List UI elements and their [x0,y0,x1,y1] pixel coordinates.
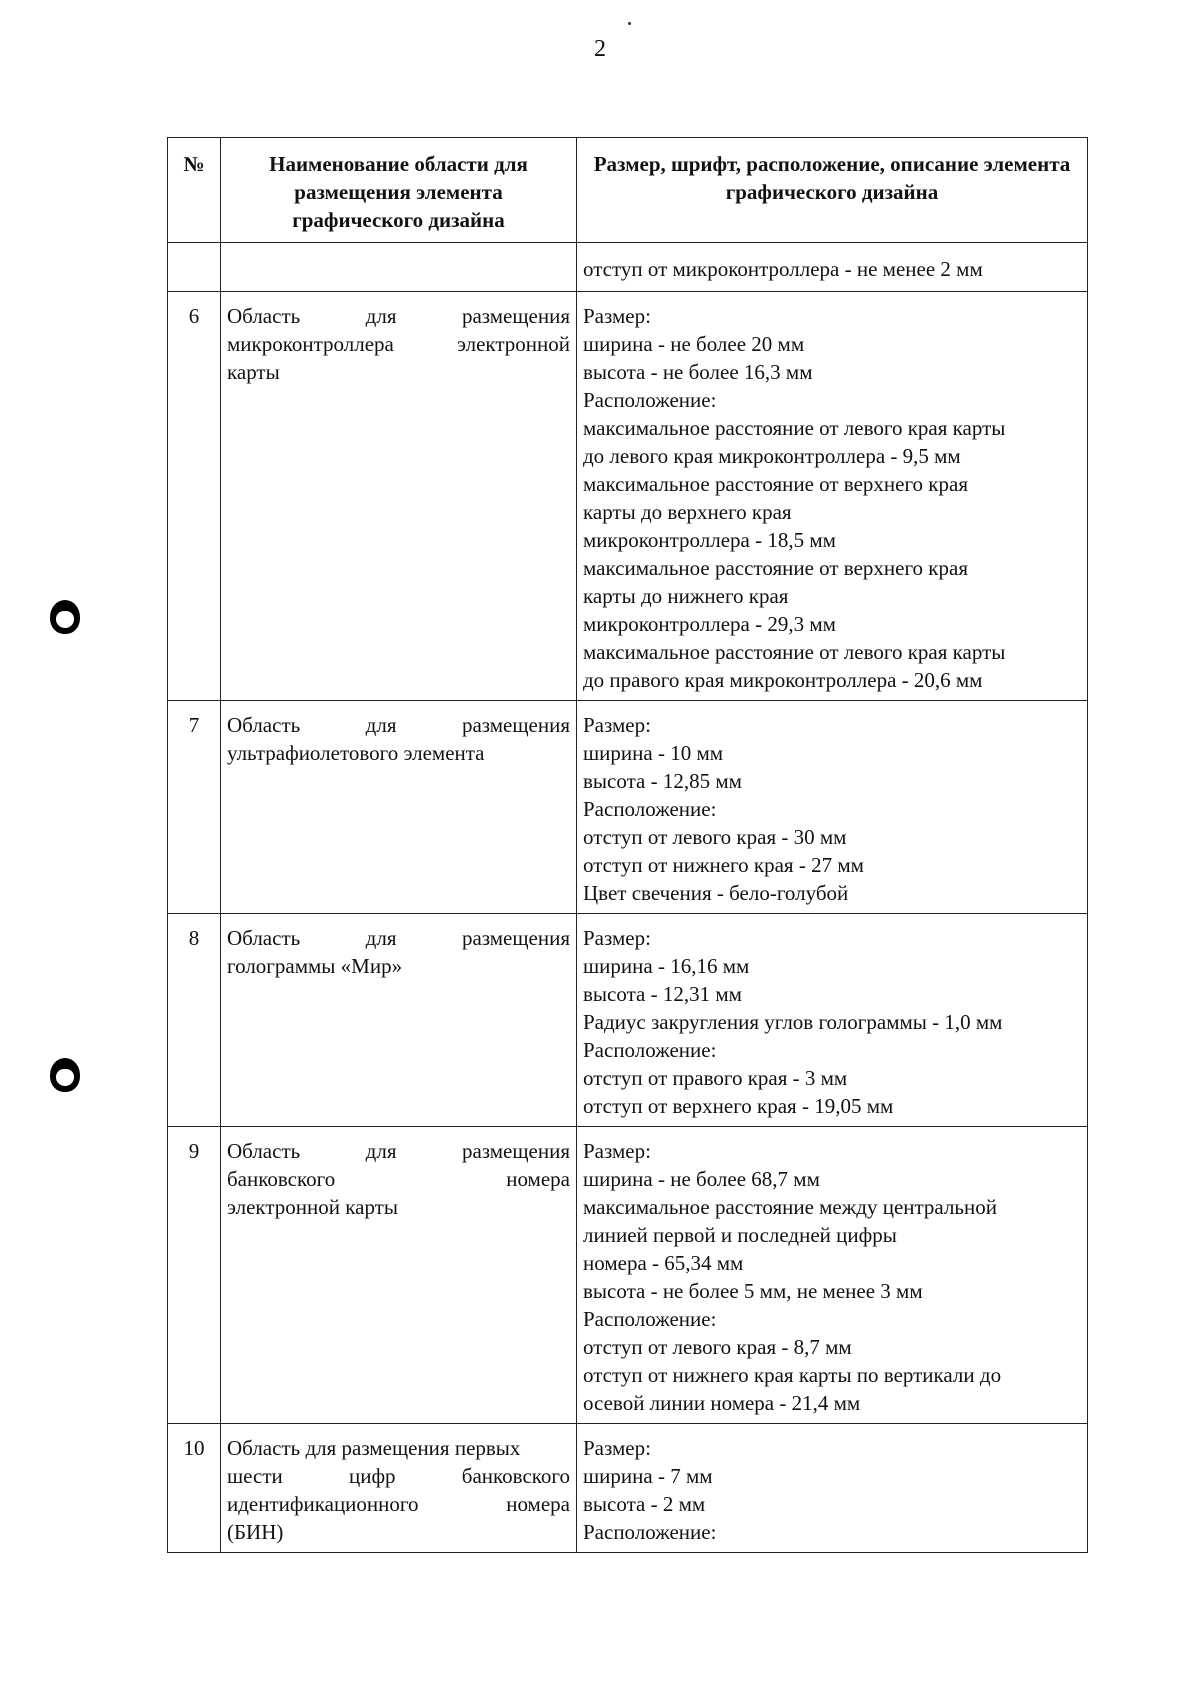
name-line [227,924,570,952]
description-line: Расположение: [583,797,717,821]
description-line: карты до верхнего края [583,500,792,524]
description-line: ширина - не более 20 мм [583,332,805,356]
row-number-cell: 7 [168,701,221,914]
name-word: банковского [461,1464,570,1488]
row-description-cell [577,292,1088,701]
description-line: номера - 65,34 мм [583,1251,744,1275]
name-line [227,330,570,358]
description-line: Расположение: [583,1520,717,1544]
description-line: максимальное расстояние от верхнего края [583,472,968,496]
name-word: голограммы «Мир» [227,954,403,978]
table-row-continuation [168,243,1088,292]
name-word: размещения [461,304,570,328]
name-line [227,739,570,767]
name-line [227,952,570,980]
description-line: Размер: [583,1436,651,1460]
description-line: высота - 2 мм [583,1492,706,1516]
row-name-cell [221,914,577,1127]
description-line: отступ от левого края - 30 мм [583,825,847,849]
name-word: номера [506,1492,570,1516]
description-line: отступ от правого края - 3 мм [583,1066,848,1090]
name-line [227,711,570,739]
row-name-cell [221,292,577,701]
row-description-cell [577,1424,1088,1553]
punch-hole-icon [50,600,80,634]
description-line: ширина - 10 мм [583,741,724,765]
punch-hole-icon [50,1058,80,1092]
name-word: Область [227,1139,301,1163]
description-line: Размер: [583,1139,651,1163]
description-line: отступ от микроконтроллера - не менее 2 мм [583,257,983,281]
name-line [227,1518,570,1546]
name-word: микроконтроллера [227,332,394,356]
name-word: цифр [348,1464,396,1488]
description-line: Расположение: [583,1038,717,1062]
name-line [227,1193,570,1221]
name-line [227,1165,570,1193]
row-name-cell [221,1424,577,1553]
name-word: электронной [456,332,570,356]
description-line: ширина - 16,16 мм [583,954,750,978]
description-line: Расположение: [583,388,717,412]
name-word: размещения [461,1139,570,1163]
row-description-cell [577,914,1088,1127]
table-row [168,292,1088,701]
description-line: максимальное расстояние от верхнего края [583,556,968,580]
row-description-cell [577,701,1088,914]
name-word: для [365,304,397,328]
design-elements-table [167,137,1088,1553]
table-row [168,1424,1088,1553]
name-word: (БИН) [227,1520,284,1544]
description-line: Цвет свечения - бело-голубой [583,881,849,905]
name-word: номера [506,1167,570,1191]
description-line: микроконтроллера - 29,3 мм [583,612,836,636]
name-word: Область [227,304,301,328]
description-line: максимальное расстояние от левого края карты [583,416,1006,440]
name-line [227,1137,570,1165]
scan-speck [628,22,631,25]
description-line: до левого края микроконтроллера - 9,5 мм [583,444,961,468]
description-line: максимальное расстояние от левого края карты [583,640,1006,664]
description-line: отступ от нижнего края карты по вертикали до [583,1363,1002,1387]
description-line: Радиус закругления углов голограммы - 1,0 мм [583,1010,1003,1034]
header-area-name: Наименование области для размещения элемента графического дизайна [221,138,577,243]
name-word: карты [227,360,280,384]
description-line: Размер: [583,304,651,328]
header-description: Размер, шрифт, расположение, описание элемента графического дизайна [577,138,1088,243]
description-line: микроконтроллера - 18,5 мм [583,528,836,552]
name-line [227,1462,570,1490]
description-line: максимальное расстояние между центральной [583,1195,997,1219]
row-name-cell [221,701,577,914]
description-line: ширина - 7 мм [583,1464,713,1488]
name-word: Область для размещения первых [227,1436,521,1460]
table-row [168,914,1088,1127]
table-row [168,701,1088,914]
row-name-cell [221,243,577,292]
name-line [227,1434,570,1462]
description-line: осевой линии номера - 21,4 мм [583,1391,861,1415]
row-description-cell [577,1127,1088,1424]
name-word: ультрафиолетового элемента [227,741,485,765]
description-line: ширина - не более 68,7 мм [583,1167,820,1191]
table-header-row [168,138,1088,243]
description-line: высота - не более 16,3 мм [583,360,813,384]
description-line: отступ от левого края - 8,7 мм [583,1335,852,1359]
row-number-cell: 6 [168,292,221,701]
description-line: Расположение: [583,1307,717,1331]
description-line: Размер: [583,926,651,950]
row-number-cell: 8 [168,914,221,1127]
name-line [227,358,570,386]
description-line: отступ от верхнего края - 19,05 мм [583,1094,894,1118]
row-name-cell [221,1127,577,1424]
name-word: Область [227,713,301,737]
row-number-cell: 10 [168,1424,221,1553]
name-word: идентификационного [227,1492,419,1516]
row-number-cell: 9 [168,1127,221,1424]
header-number: № [168,138,221,243]
description-line: высота - не более 5 мм, не менее 3 мм [583,1279,923,1303]
description-line: отступ от нижнего края - 27 мм [583,853,864,877]
description-line: линией первой и последней цифры [583,1223,897,1247]
name-word: размещения [461,926,570,950]
name-word: электронной карты [227,1195,398,1219]
name-line [227,1490,570,1518]
row-description-cell [577,243,1088,292]
name-word: для [365,926,397,950]
name-word: размещения [461,713,570,737]
description-line: до правого края микроконтроллера - 20,6 мм [583,668,983,692]
description-line: высота - 12,31 мм [583,982,742,1006]
row-number-cell [168,243,221,292]
description-line: Размер: [583,713,651,737]
name-word: для [365,1139,397,1163]
name-word: банковского [227,1167,336,1191]
name-word: Область [227,926,301,950]
description-line: высота - 12,85 мм [583,769,742,793]
table-row [168,1127,1088,1424]
description-line: карты до нижнего края [583,584,789,608]
name-line [227,302,570,330]
name-word: шести [227,1464,283,1488]
page-number: 2 [594,36,606,62]
name-word: для [365,713,397,737]
